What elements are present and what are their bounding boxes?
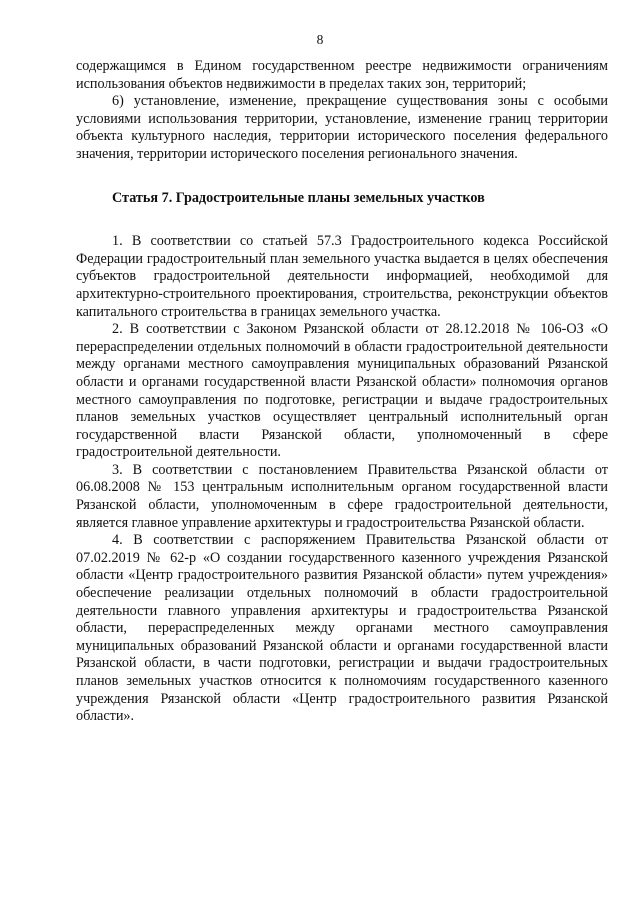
paragraph-item-2: 2. В соответствии с Законом Рязанской области от 28.12.2018 № 106-ОЗ «О перераспределении отдельных полномочий в области градостроительной деятельности между органами местного самоуправления муниципальных образований Рязанской области и органами государственной власти Рязанской области» полномочия органов местного самоуправления по подготовке, регистрации и выдаче градостроительных планов земельных участков осуществляет центральный исполнительный орган государственной власти Рязанской области, уполномоченный в сфере градостроительной деятельности. [76,321,608,461]
paragraph-item-1: 1. В соответствии со статьей 57.3 Градостроительного кодекса Российской Федерации градостроительный план земельного участка выдается в целях обеспечения субъектов градостроительной деятельности информацией, необходимой для архитектурно-строительного проектирования, строительства, реконструкции объектов капитального строительства в границах земельного участка. [76,233,608,320]
paragraph-item-3: 3. В соответствии с постановлением Правительства Рязанской области от 06.08.2008 № 153 центральным исполнительным органом государственной власти Рязанской области, уполномоченным в сфере градостроительной деятельности, является главное управление архитектуры и градостроительства Рязанской области. [76,461,608,531]
article-heading: Статья 7. Градостроительные планы земельных участков [112,189,485,206]
document-body [76,58,608,726]
paragraph-continuation: содержащимся в Едином государственном реестре недвижимости ограничениям использования объектов недвижимости в пределах таких зон, территорий; [76,58,608,92]
page-number: 8 [316,32,324,47]
paragraph-item-6: 6) установление, изменение, прекращение существования зоны с особыми условиями использования территории, установление, изменение границ территории объекта культурного наследия, территории исторического поселения федерального значения, территории исторического поселения регионального значения. [76,93,608,162]
paragraph-item-4: 4. В соответствии с распоряжением Правительства Рязанской области от 07.02.2019 № 62-р «О создании государственного казенного учреждения Рязанской области «Центр градостроительного развития Рязанской области» путем учреждения» обеспечение реализации отдельных полномочий в области градостроительной деятельности главного управления архитектуры и градостроительства Рязанской области, перераспределенных между органами местного самоуправления муниципальных образований Рязанской области и органами государственной власти Рязанской области, в части подготовки, регистрации и выдачи градостроительных планов земельных участков относится к полномочиям государственного казенного учреждения Рязанской области «Центр градостроительного развития Рязанской области». [76,532,608,725]
